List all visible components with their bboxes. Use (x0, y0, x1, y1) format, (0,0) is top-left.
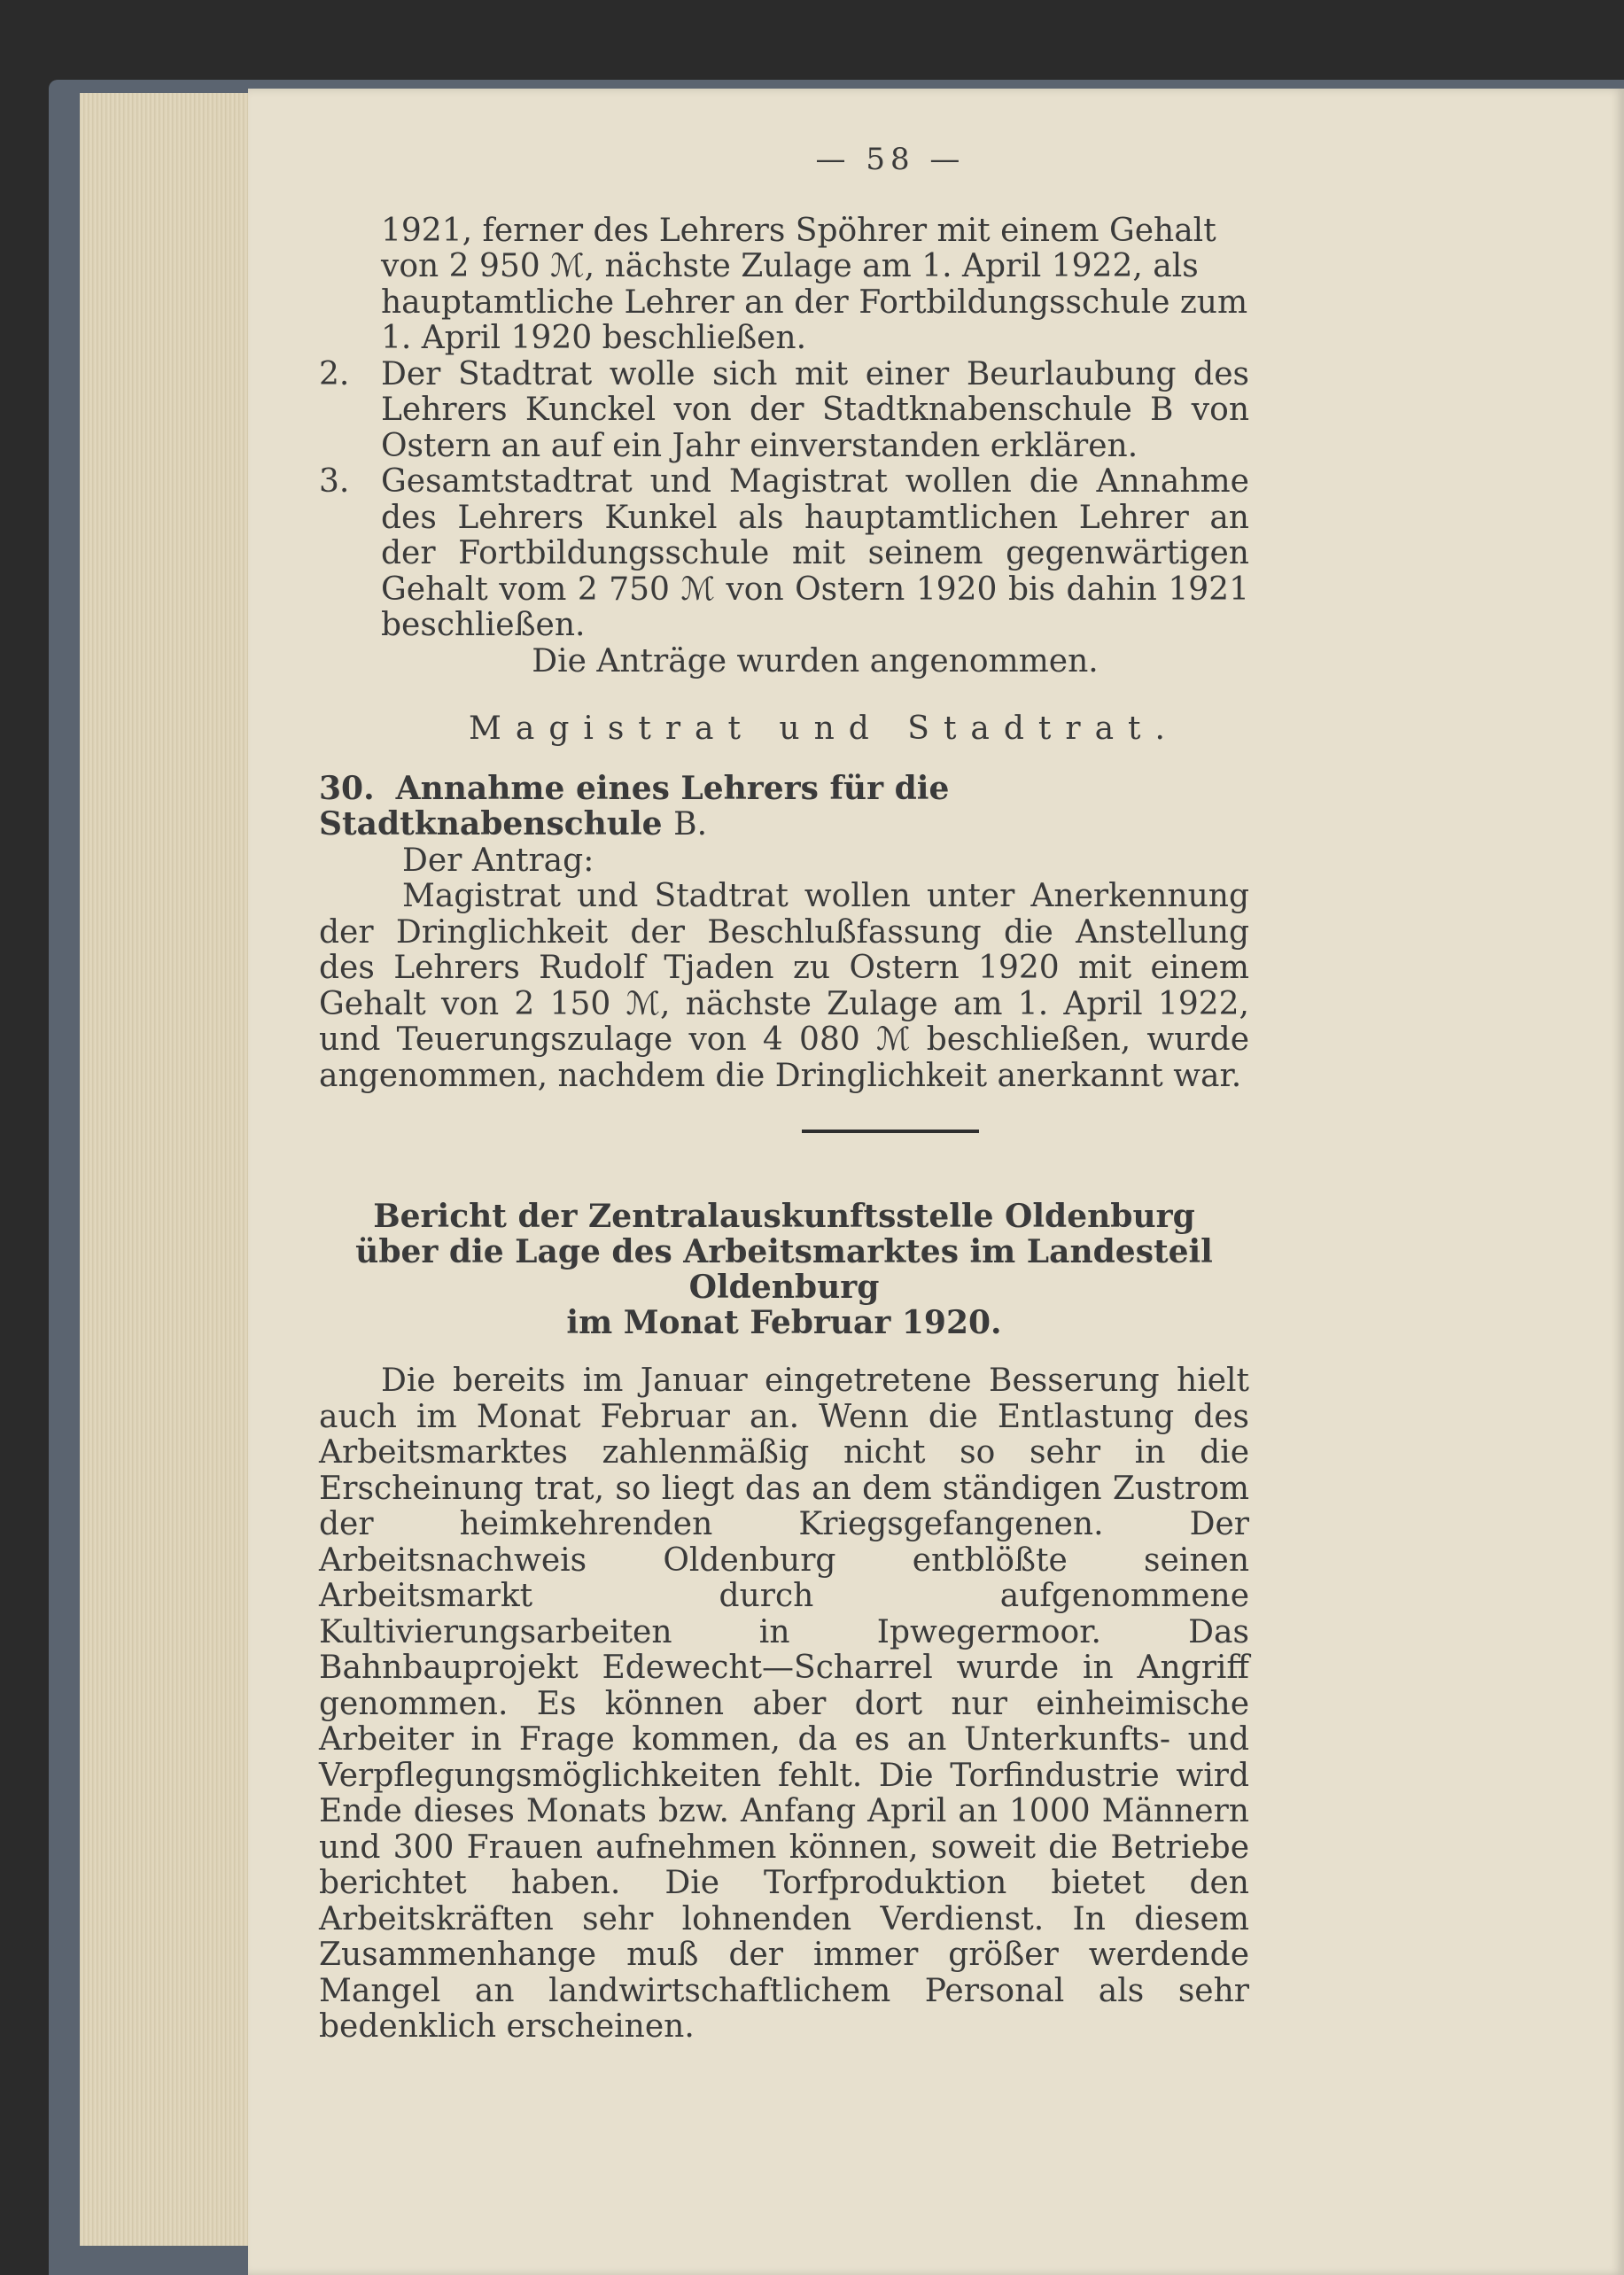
report-title-line: Bericht der Zentralauskunftsstelle Oldenburg (373, 1198, 1195, 1235)
continuation-paragraph (319, 214, 1249, 357)
list-item-text: Gesamtstadtrat und Magistrat wollen die Annahme des Lehrers Kunkel als hauptamtlichen Lehrer an der Fortbildungsschule mit seinem gegenwärtigen Gehalt vom 2 750 ℳ von Ostern 1920 bis dahin 1921 beschließen. (381, 463, 1249, 643)
report-title-line: über die Lage des Arbeitsmarktes im Landesteil Oldenburg (355, 1233, 1213, 1306)
item-number: 30. (319, 769, 375, 807)
list-item-number: 2. (319, 355, 350, 392)
list-item-number: 3. (319, 463, 350, 500)
list-item-3 (319, 464, 1249, 644)
section-title: Magistrat und Stadtrat. (469, 710, 1179, 747)
item-heading-end: B. (673, 806, 708, 842)
list-item-text: Der Stadtrat wolle sich mit einer Beurlaubung des Lehrers Kunckel von der Stadtknabenschule B von Ostern an auf ein Jahr einverstanden erklären. (381, 355, 1249, 464)
text-line: von 2 950 ℳ, nächste Zulage am 1. April 1922, als (381, 248, 1199, 284)
report-title-line: im Monat Februar 1920. (566, 1304, 1002, 1341)
page-text (319, 142, 1249, 2046)
page-number: — 58 — (815, 142, 966, 177)
section-divider (802, 1130, 979, 1133)
list-item-2 (319, 357, 1249, 465)
item-30-body: Magistrat und Stadtrat wollen unter Anerkennung der Dringlichkeit der Beschlußfassung die Anstellung des Lehrers Rudolf Tjaden zu Ostern 1920 mit einem Gehalt von 2 150 ℳ, nächste Zulage am 1. April 1922, und Teuerungszulage von 4 080 ℳ beschließen, wurde angenommen, nachdem die Dringlichkeit anerkannt war. (319, 878, 1249, 1094)
report-body: Die bereits im Januar eingetretene Besserung hielt auch im Monat Februar an. Wenn die Entlastung des Arbeitsmarktes zahlenmäßig nicht so sehr in die Erscheinung trat, so liegt das an dem ständigen Zustrom der heimkehrenden Kriegsgefangenen. Der Arbeitsnachweis Oldenburg entblößte seinen Arbeitsmarkt durch aufgenommene Kultivierungsarbeiten in Ipwegermoor. Das Bahnbauprojekt Edewecht—Scharrel wurde in Angriff genommen. Es können aber dort nur einheimische Arbeiter in Frage kommen, da es an Unterkunfts- und Verpflegungsmöglichkeiten fehlt. Die Torfindustrie wird Ende dieses Monats bzw. Anfang April an 1000 Männern und 300 Frauen aufnehmen können, soweit die Betriebe berichtet haben. Die Torfproduktion bietet den Arbeitskräften sehr lohnenden Verdienst. In diesem Zusammenhange muß der immer größer werdende Mangel an landwirtschaftlichem Personal als sehr bedenklich erscheinen. (319, 1363, 1249, 2045)
text-line: 1. April 1920 beschließen. (381, 320, 807, 356)
item-heading-text: Annahme eines Lehrers für die Stadtknabenschule (319, 769, 950, 842)
report-title (319, 1199, 1249, 1340)
item-30-heading (319, 771, 1249, 843)
resolution-text: Die Anträge wurden angenommen. (532, 642, 1099, 679)
item-30-intro: Der Antrag: (402, 842, 594, 879)
text-line: 1921, ferner des Lehrers Spöhrer mit einem Gehalt (381, 212, 1216, 249)
text-line: hauptamtliche Lehrer an der Fortbildungsschule zum (381, 283, 1248, 321)
